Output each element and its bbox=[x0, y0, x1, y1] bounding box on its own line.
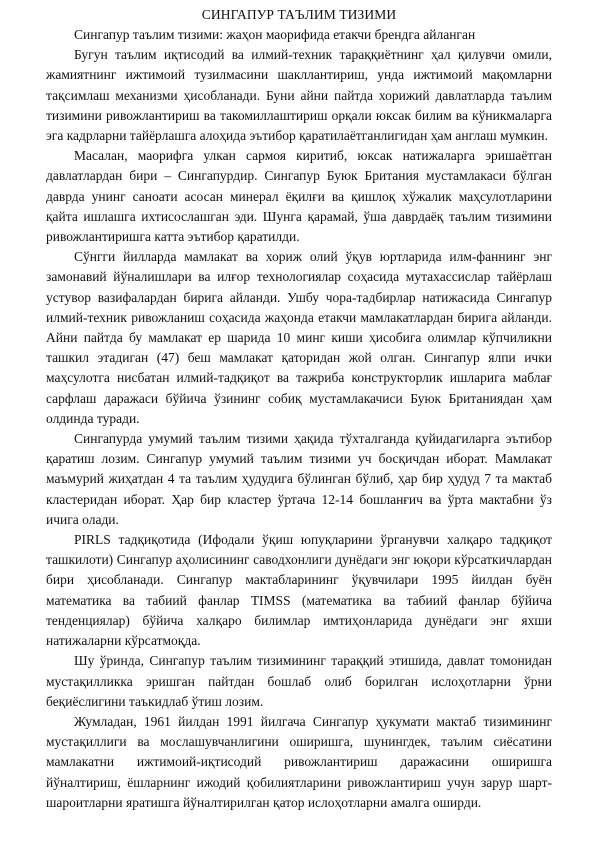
paragraph-4: Сингапурда умумий таълим тизими ҳақида тўхталганда қуйидагиларга эътибор қаратиш лозим. Сингапур умумий таълим тизими уч босқичдан иборат. Мамлакат маъмурий жиҳатдан 4 та таълим ҳудудига бўлинган бўлиб, ҳар бир ҳудуд 7 та мактаб кластеридан иборат. Ҳар бир кластер ўртача 12-14 бошланғич ва ўрта мактабни ўз ичига олади. bbox=[46, 431, 552, 527]
paragraph-1: Бугун таълим иқтисодий ва илмий-техник тараққиётнинг ҳал қилувчи омили, жамиятнинг ижтимоий тузилмасини шакллантириш, унда ижтимоий мақомларни тақсимлаш механизми ҳисобланади. Буни айни пайтда хорижий давлатларда таълим тизимини ривожлантириш ва такомиллаштириш орқали юксак билим ва кўникмаларга эга кадрларни тайёрлашга алоҳида эътибор қаратилаётганлигидан ҳам англаш мумкин. bbox=[46, 47, 552, 144]
paragraph-2: Масалан, маорифга улкан сармоя киритиб, юксак натижаларга эришаётган давлатлардан бири – Сингапурдир. Сингапур Буюк Британия мустамлакаси бўлган даврда унинг саноати асосан минерал ёқилғи ва қишлоқ хўжалик маҳсулотларини қайта ишлашга ихтисослашган эди. Шунга қарамай, ўша даврдаёқ таълим тизимини ривожлантиришга катта эътибор қаратилди. bbox=[46, 148, 552, 245]
document-title: СИНГАПУР ТАЪЛИМ ТИЗИМИ bbox=[201, 7, 397, 22]
paragraph-subtitle: Сингапур таълим тизими: жаҳон маорифида етакчи брендга айланган bbox=[74, 27, 476, 42]
paragraph-5: PIRLS тадқиқотида (Ифодали ўқиш юпуқларини ўрганувчи халқаро тадқиқот ташкилоти) Сингапур аҳолисининг саводхонлиги дунёдаги энг юқори кўрсаткичлардан бири ҳисобланади. Сингапур мактабларининг ўқувчилари 1995 йилдан буён математика ва табиий фанлар TIMSS (математика ва табиий фанлар бўйича тенденциялар) бўйича халқаро билимлар имтиҳонларида дунёдаги энг яхши натижаларни кўрсатмоқда. bbox=[46, 532, 552, 649]
paragraph-3: Сўнгги йилларда мамлакат ва хориж олий ўқув юртларида илм-фаннинг энг замонавий йўналишлари ва илғор технологиялар соҳасида мутахассислар тайёрлаш устувор вазифалардан бирига айланди. Ушбу чора-тадбирлар натижасида Сингапур илмий-техник ривожланиш соҳасида жаҳонда етакчи мамлакатлардан бирига айланди. Айни пайтда бу мамлакат ер шарида 10 минг киши ҳисобига олимлар кўпчиликни ташкил этадиган (47) беш мамлакат қаторидан жой олган. Сингапур ялпи ички маҳсулотга нисбатан илмий-тадқиқот ва тажриба конструкторлик ишларига маблағ сарфлаш даражаси бўйича ўзининг собиқ мустамлакачиси Буюк Британиядан ҳам олдинда туради. bbox=[46, 249, 552, 426]
paragraph-7: Жумладан, 1961 йилдан 1991 йилгача Сингапур ҳукумати мактаб тизимининг мустақиллиги ва мослашувчанлигини оширишга, шунингдек, таълим сиёсатини мамлакатни ижтимоий-иқтисодий ривожлантириш даражасини оширишга йўналтириш, ёшларнинг ижодий қобилиятларини ривожлантириш учун зарур шарт-шароитларни яратишга йўналтирилган қатор ислоҳотларни амалга оширди. bbox=[46, 713, 552, 810]
paragraph-6: Шу ўринда, Сингапур таълим тизимининг тараққий этишида, давлат томонидан мустақилликка эришган пайтдан бошлаб олиб борилган ислоҳотларни ўрни беқиёслигини таъкидлаб ўтиш лозим. bbox=[46, 653, 552, 709]
